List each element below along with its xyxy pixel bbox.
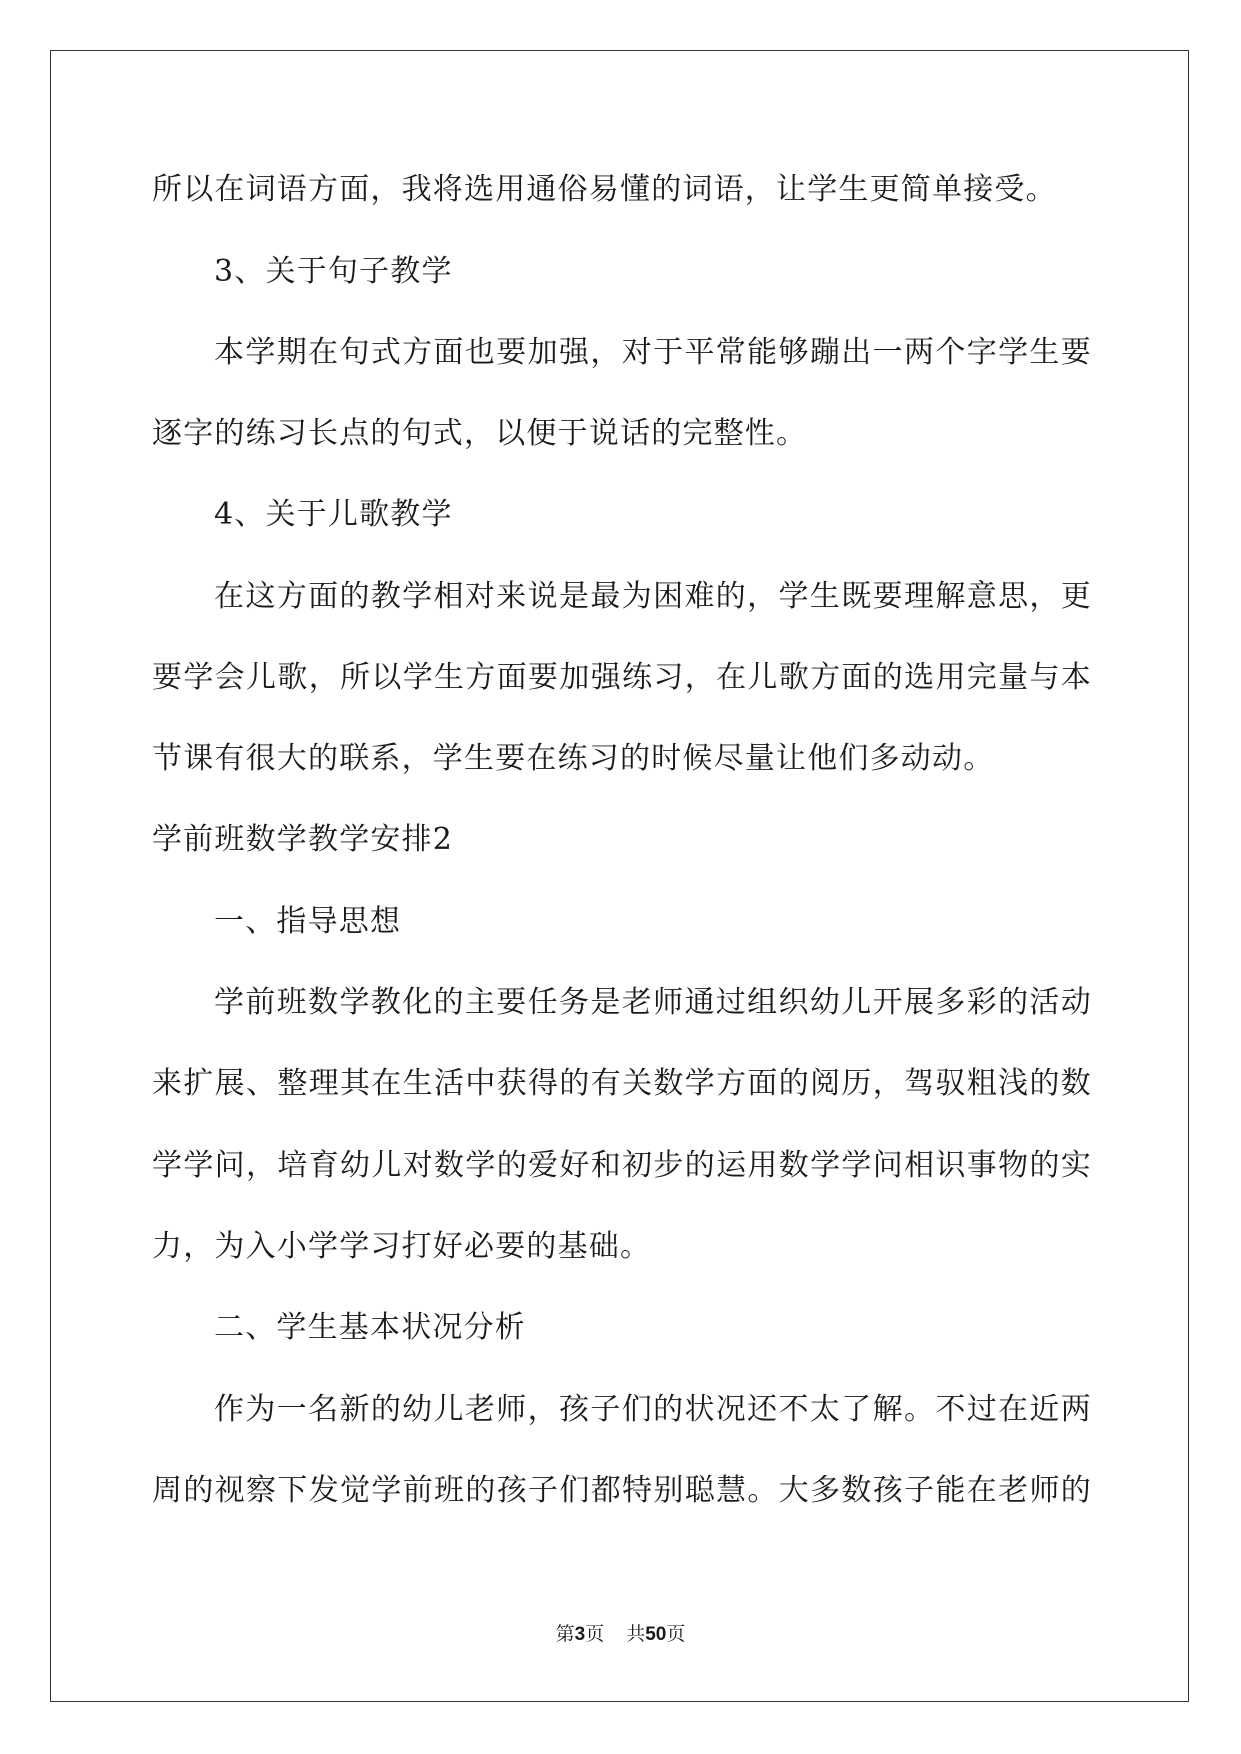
document-title: 学前班数学教学安排2 [152,822,454,857]
paragraph-line: 逐字的练习长点的句式，以便于说话的完整性。 [152,416,808,451]
paragraph-line: 力，为入小学学习打好必要的基础。 [152,1229,652,1264]
page-suffix: 页 [585,1623,605,1645]
paragraph-line: 学学问，培育幼儿对数学的爱好和初步的运用数学学问相识事物的实 [152,1148,1092,1183]
total-suffix: 页 [666,1623,686,1645]
paragraph-line: 来扩展、整理其在生活中获得的有关数学方面的阅历，驾驭粗浅的数 [152,1066,1092,1101]
paragraph-line: 学前班数学教化的主要任务是老师通过组织幼儿开展多彩的活动 [214,985,1092,1020]
paragraph-line: 要学会儿歌，所以学生方面要加强练习，在儿歌方面的选用完量与本 [152,660,1092,695]
page-prefix: 第 [555,1623,575,1645]
paragraph-line: 在这方面的教学相对来说是最为困难的，学生既要理解意思，更 [214,579,1092,614]
page-current: 3 [574,1624,586,1645]
paragraph-line: 节课有很大的联系，学生要在练习的时候尽量让他们多动动。 [152,741,995,776]
page-total: 50 [645,1624,667,1645]
section-heading: 二、学生基本状况分析 [214,1310,526,1345]
page-border [50,50,1189,1702]
text-line: 所以在词语方面，我将选用通俗易懂的词语，让学生更简单接受。 [152,172,1057,207]
paragraph-line: 作为一名新的幼儿老师，孩子们的状况还不太了解。不过在近两 [214,1392,1092,1427]
section-heading: 3、关于句子教学 [214,254,453,289]
paragraph-line: 本学期在句式方面也要加强，对于平常能够蹦出一两个字学生要 [214,335,1092,370]
page-footer [0,1622,1241,1647]
section-heading: 一、指导思想 [214,904,402,939]
total-prefix: 共 [626,1623,646,1645]
paragraph-line: 周的视察下发觉学前班的孩子们都特别聪慧。大多数孩子能在老师的 [152,1473,1092,1508]
section-heading: 4、关于儿歌教学 [214,497,453,532]
